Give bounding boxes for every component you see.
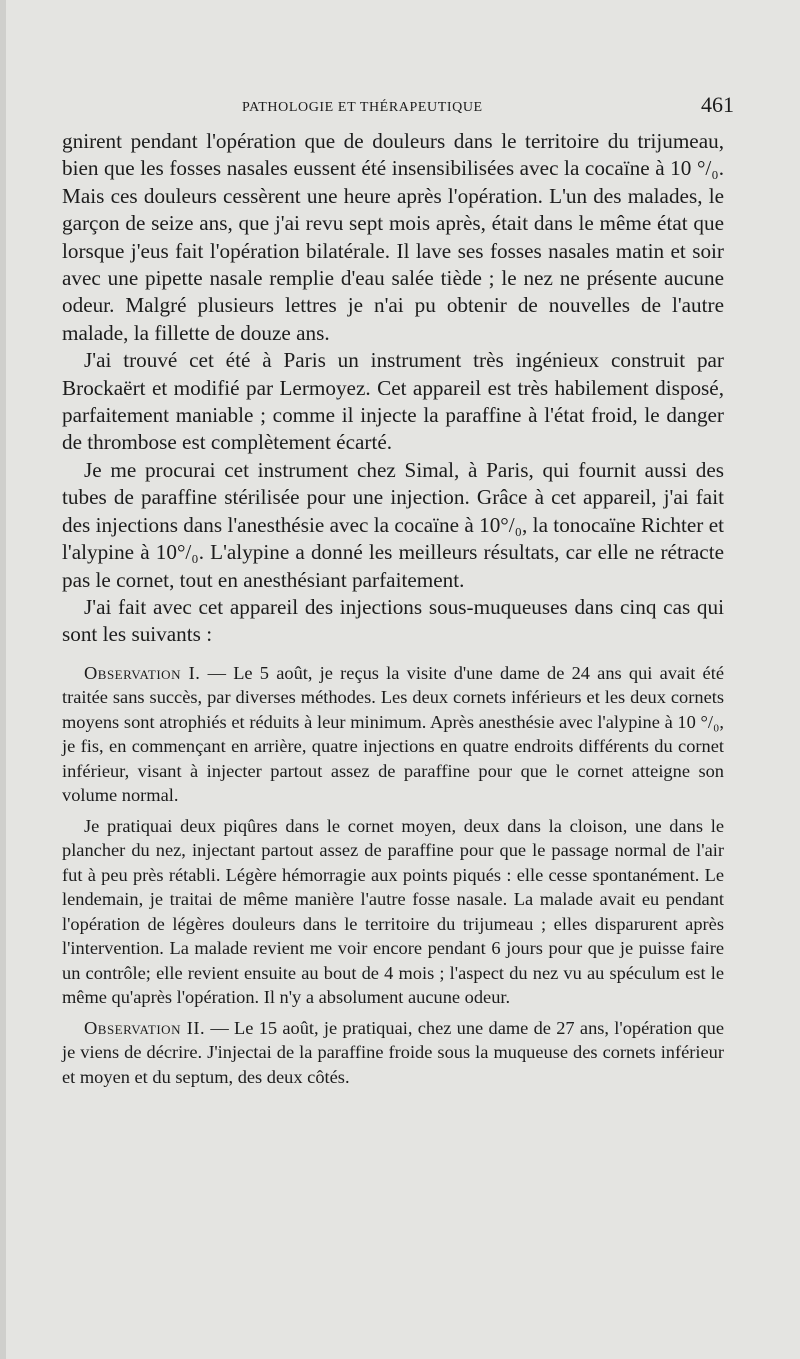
observation-1-label: Observation I.: [84, 662, 201, 683]
observation-1-text: — Le 5 août, je reçus la visite d'une dame de 24 ans qui avait été traitée sans succès, par diverses méthodes. Les deux cornets inférieurs et les deux cornets moyens sont atrophiés et réduits à leur minimum. Après anesthésie avec l'alypine à 10 °/₀, je fis, en commençant en arrière, quatre injections en quatre endroits différents du cornet inférieur, visant à injecter partout assez de paraffine pour que le cornet atteigne son volume normal.: [62, 662, 724, 806]
paragraph-instrument: J'ai trouvé cet été à Paris un instrument très ingénieux construit par Brockaërt et modifié par Lermoyez. Cet appareil est très habilement disposé, parfaitement maniable ; comme il injecte la paraffine à l'état froid, le danger de thrombose est complètement écarté.: [62, 348, 724, 455]
observation-2-label: Observation II.: [84, 1017, 206, 1038]
running-head: [62, 92, 734, 128]
page-number: 461: [701, 92, 734, 117]
observation-2-text: — Le 15 août, je pratiquai, chez une dame de 27 ans, l'opération que je viens de décrire. J'injectai de la paraffine froide sous la muqueuse des cornets inférieur et moyen et du septum, des deux côtés.: [62, 1017, 725, 1087]
paragraph-cases-intro: J'ai fait avec cet appareil des injections sous-muqueuses dans cinq cas qui sont les suivants :: [62, 594, 724, 647]
main-text: [62, 128, 724, 649]
paragraph-anesthesia: Je me procurai cet instrument chez Simal, à Paris, qui fournit aussi des tubes de paraffine stérilisée pour une injection. Grâce à cet appareil, j'ai fait des injections dans l'anesthésie avec la cocaïne à 10°/₀, la tonocaïne Richter et l'alypine à 10°/₀. L'alypine a donné les meilleurs résultats, car elle ne rétracte pas le cornet, tout en anesthésiant parfaitement.: [62, 457, 724, 592]
observation-1-continued: Je pratiquai deux piqûres dans le cornet moyen, deux dans la cloison, une dans le plancher du nez, injectant partout assez de paraffine pour que le passage normal de l'air fut à peu près rétabli. Légère hémorragie aux points piqués : elle cesse spontanément. Le lendemain, je traitai de même manière l'autre fosse nasale. La malade avait eu pendant l'opération de légères douleurs dans le territoire du trijumeau ; elles disparurent après l'intervention. La malade revient me voir encore pendant 6 jours pour que je puisse faire un contrôle; elle revient ensuite au bout de 4 mois ; l'aspect du nez vu au spéculum est le même qu'après l'opération. Il n'y a absolument aucune odeur.: [62, 815, 724, 1008]
paragraph-continued: gnirent pendant l'opération que de douleurs dans le territoire du trijumeau, bien que les fosses nasales eussent été insensibilisées avec la cocaïne à 10 °/₀. Mais ces douleurs cessèrent une heure après l'opération. L'un des malades, le garçon de seize ans, que j'ai revu sept mois après, était dans le même état que lorsque j'eus fait l'opération bilatérale. Il lave ses fosses nasales matin et soir avec une pipette nasale remplie d'eau salée tiède ; le nez ne présente aucune odeur. Malgré plusieurs lettres je n'ai pu obtenir de nouvelles de l'autre malade, la fillette de douze ans.: [62, 129, 724, 345]
observations: [62, 661, 724, 1090]
observation-2: [62, 1016, 724, 1090]
observation-1: [62, 661, 724, 808]
running-title: PATHOLOGIE ET THÉRAPEUTIQUE: [242, 100, 483, 115]
